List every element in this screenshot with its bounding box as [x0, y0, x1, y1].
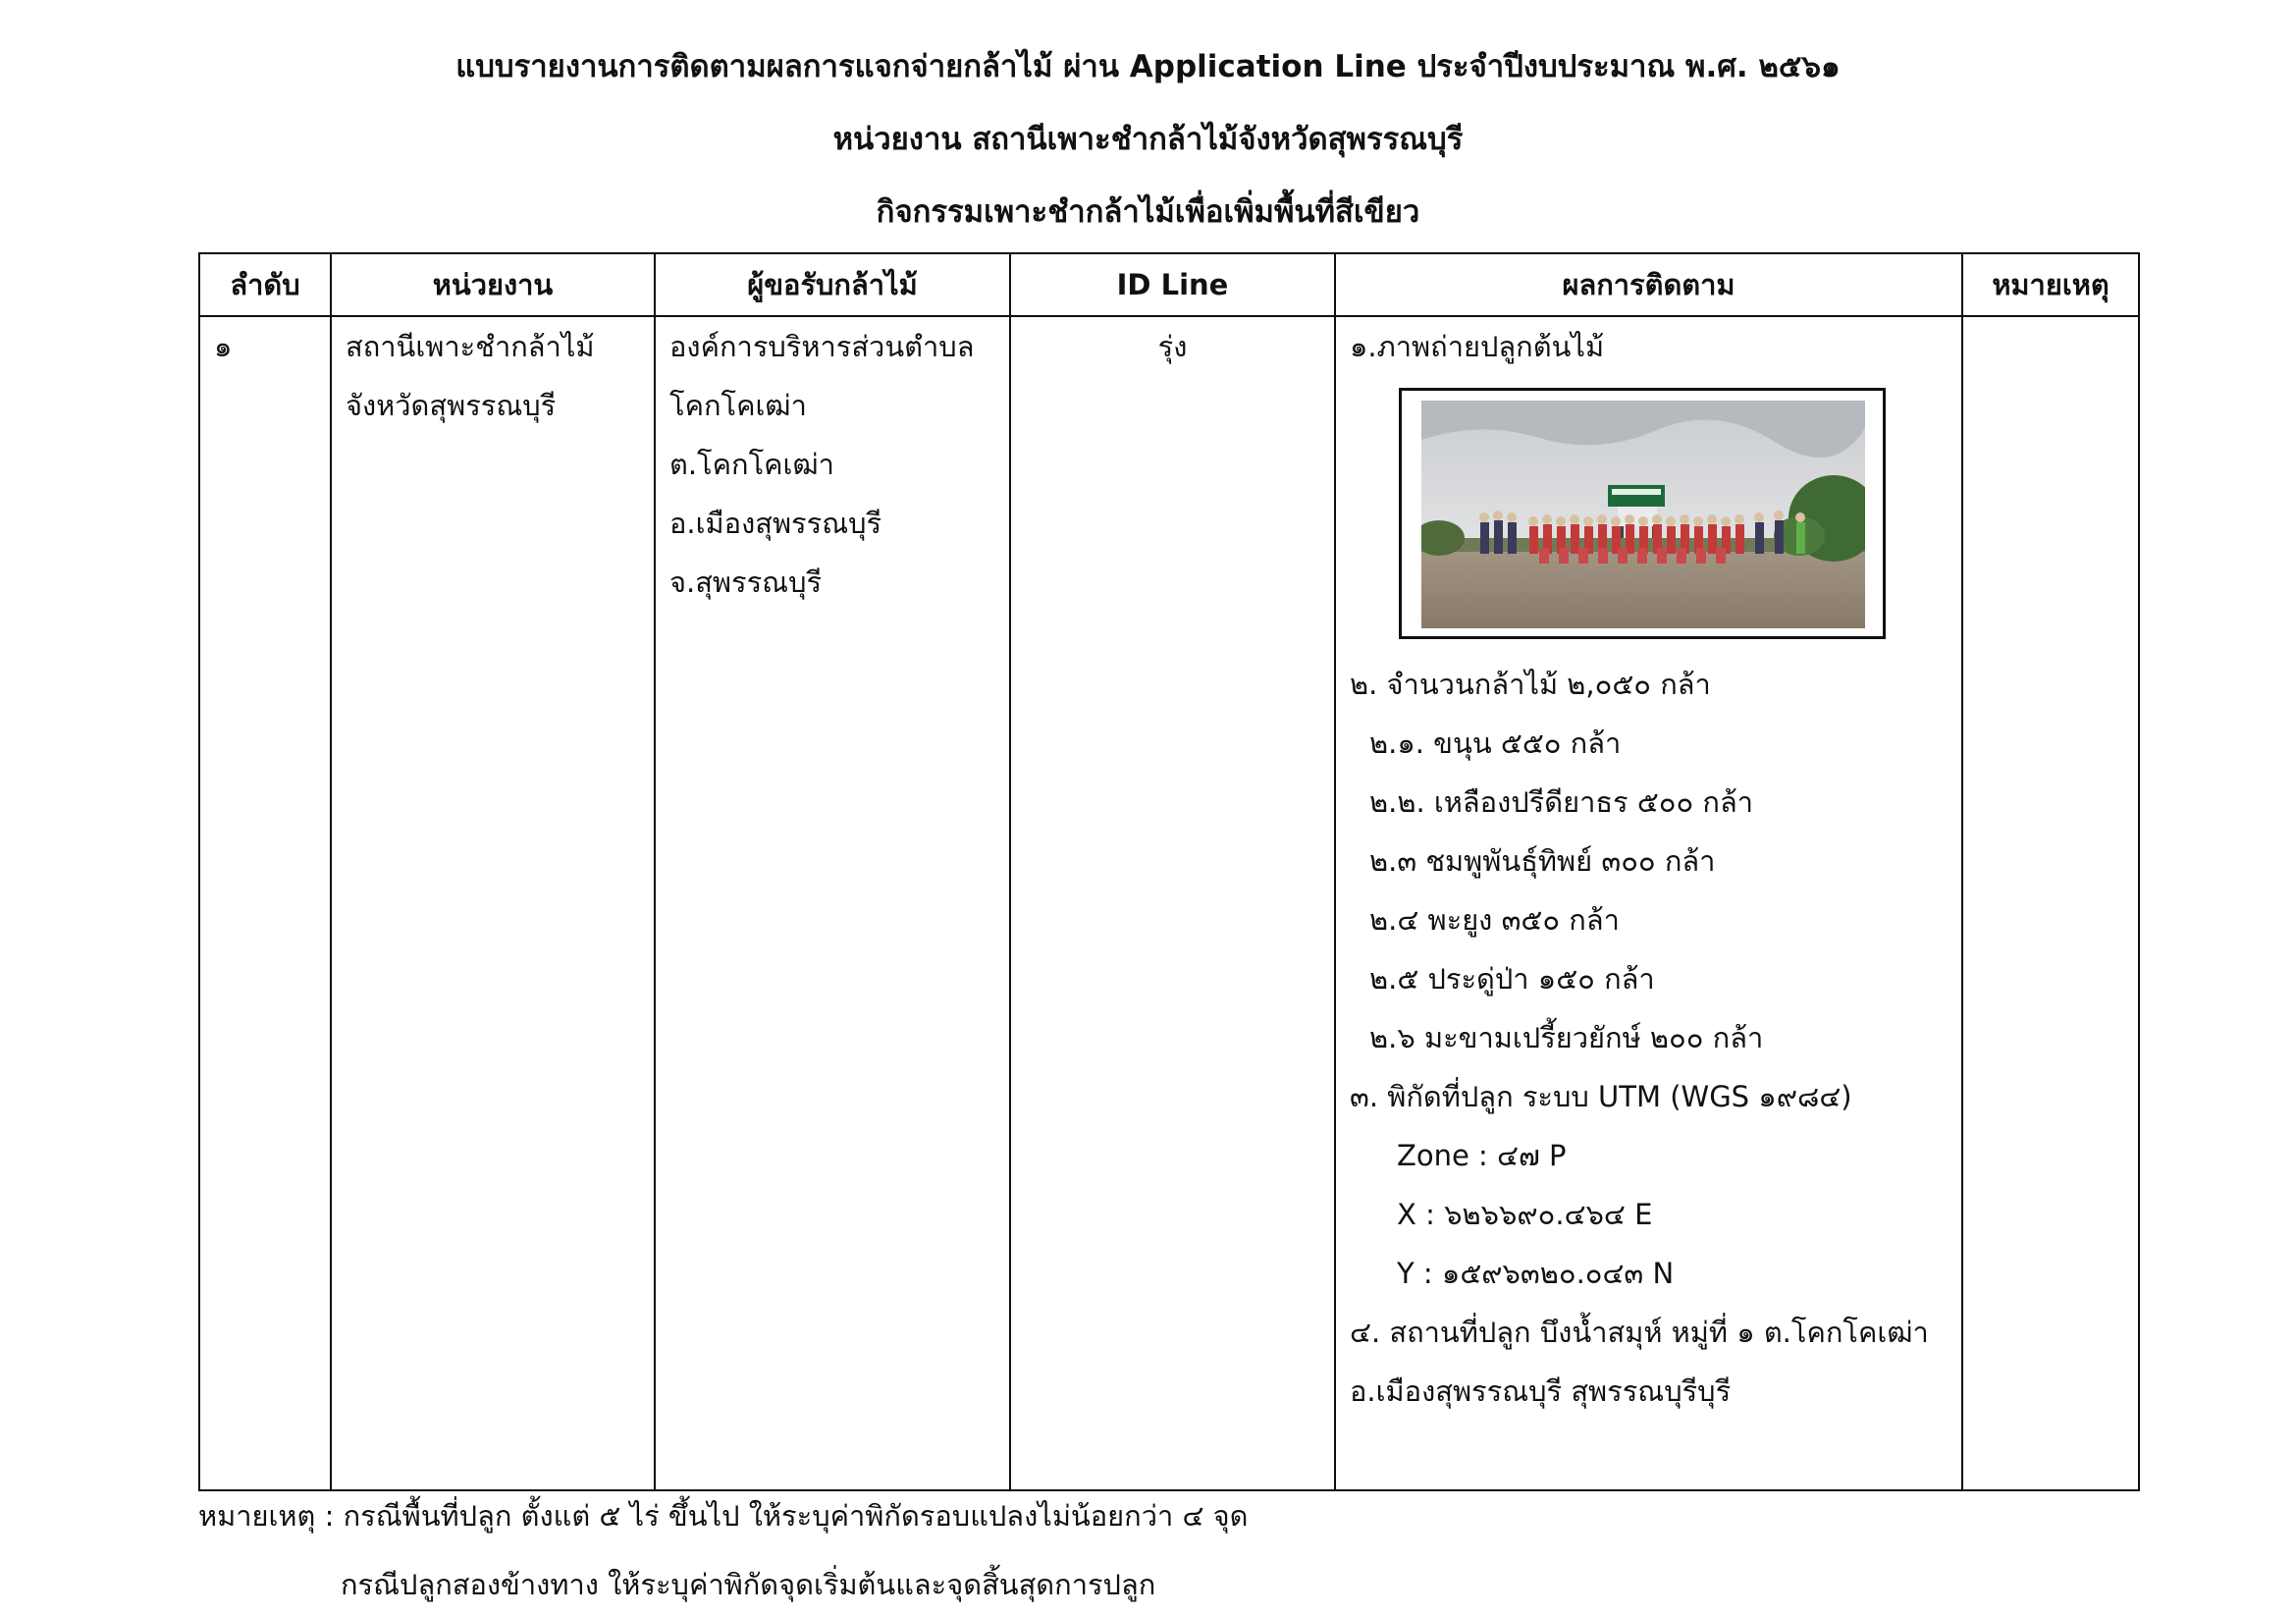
seedling-item: ๒.๓ ชมพูพันธุ์ทิพย์ ๓๐๐ กล้า [1369, 844, 1716, 878]
coordinate-y: Y : ๑๕๙๖๓๒๐.๐๔๓ N [1397, 1257, 1675, 1290]
footnote-line: กรณีปลูกสองข้างทาง ให้ระบุค่าพิกัดจุดเริ่มต้นและจุดสิ้นสุดการปลูก [341, 1568, 1156, 1601]
col-header-unit: หน่วยงาน [331, 253, 655, 316]
seedling-item: ๒.๑. ขนุน ๕๕๐ กล้า [1369, 727, 1622, 760]
planting-photo [1421, 401, 1865, 628]
cell-requester [655, 316, 1010, 1490]
planting-photo-frame [1399, 388, 1886, 639]
col-header-no: ลำดับ [199, 253, 331, 316]
unit-heading: หน่วยงาน สถานีเพาะชำกล้าไม้จังหวัดสุพรรณบุรี [832, 122, 1464, 157]
requester-line: องค์การบริหารส่วนตำบล [669, 330, 975, 363]
requester-line: โคกโคเฒ่า [669, 389, 807, 422]
footnote-line: หมายเหตุ : กรณีพื้นที่ปลูก ตั้งแต่ ๕ ไร่ ขึ้นไป ให้ระบุค่าพิกัดรอบแปลงไม่น้อยกว่า ๔ จุด [198, 1499, 1249, 1533]
cell-unit [331, 316, 655, 1490]
unit-line: สถานีเพาะชำกล้าไม้ [346, 330, 595, 363]
requester-line: จ.สุพรรณบุรี [669, 566, 823, 599]
cell-id-line [1010, 316, 1335, 1490]
coordinate-x: X : ๖๒๖๖๙๐.๔๖๔ E [1397, 1198, 1653, 1231]
report-table [198, 252, 2140, 1491]
col-header-result: ผลการติดตาม [1335, 253, 1962, 316]
table-row [199, 316, 2139, 1490]
cell-remark [1962, 316, 2139, 1490]
seedling-item: ๒.๖ มะขามเปรี้ยวยักษ์ ๒๐๐ กล้า [1369, 1021, 1764, 1054]
unit-line: จังหวัดสุพรรณบุรี [346, 389, 557, 422]
photo-label: ๑.ภาพถ่ายปลูกต้นไม้ [1350, 330, 1605, 363]
location-line: ๔. สถานที่ปลูก บึงน้ำสมุห์ หมู่ที่ ๑ ต.โคกโคเฒ่า [1350, 1316, 1929, 1349]
table-header-row [199, 253, 2139, 316]
col-header-remark: หมายเหตุ [1962, 253, 2139, 316]
seedling-item: ๒.๒. เหลืองปรีดียาธร ๕๐๐ กล้า [1369, 785, 1754, 819]
cell-no [199, 316, 331, 1490]
id-line-value: รุ่ง [1157, 330, 1188, 363]
seedling-item: ๒.๔ พะยูง ๓๕๐ กล้า [1369, 903, 1620, 937]
requester-line: อ.เมืองสุพรรณบุรี [669, 507, 882, 540]
row-number: ๑ [214, 330, 233, 363]
location-line: อ.เมืองสุพรรณบุรี สุพรรณบุรีบุรี [1350, 1374, 1732, 1408]
activity-heading: กิจกรรมเพาะชำกล้าไม้เพื่อเพิ่มพื้นที่สีเขียว [876, 194, 1420, 230]
seedling-item: ๒.๕ ประดู่ป่า ๑๕๐ กล้า [1369, 962, 1655, 996]
report-title: แบบรายงานการติดตามผลการแจกจ่ายกล้าไม้ ผ่าน Application Line ประจำปีงบประมาณ พ.ศ. ๒๕๖๑ [455, 49, 1841, 84]
requester-line: ต.โคกโคเฒ่า [669, 448, 834, 481]
col-header-id-line: ID Line [1010, 253, 1335, 316]
col-header-requester: ผู้ขอรับกล้าไม้ [655, 253, 1010, 316]
cell-result [1335, 316, 1962, 1490]
seedling-total: ๒. จำนวนกล้าไม้ ๒,๐๕๐ กล้า [1350, 668, 1711, 701]
coordinate-zone: Zone : ๔๗ P [1397, 1139, 1567, 1172]
coordinate-title: ๓. พิกัดที่ปลูก ระบบ UTM (WGS ๑๙๘๔) [1350, 1080, 1852, 1113]
